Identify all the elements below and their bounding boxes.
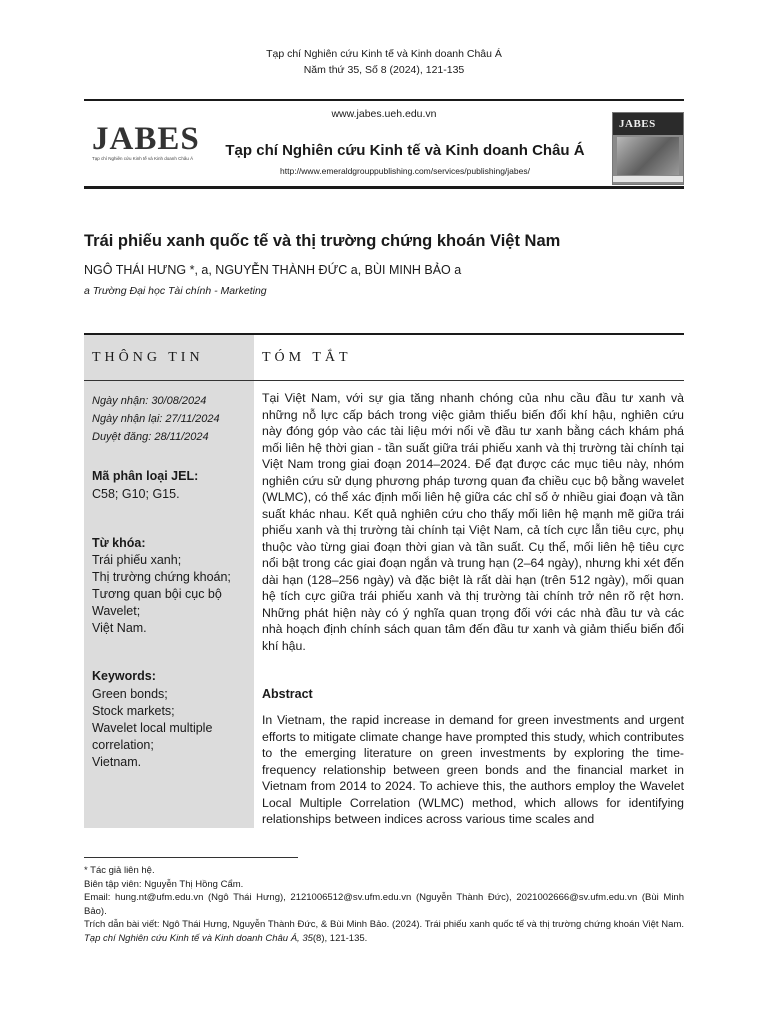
revised-date: Ngày nhận lại: 27/11/2024 bbox=[92, 413, 220, 425]
citation-journal: Tạp chí Nghiên cứu Kinh tế và Kinh doanh Châu Á, 35 bbox=[84, 932, 313, 944]
banner-journal-title: Tạp chí Nghiên cứu Kinh tế và Kinh doanh Châu Á bbox=[225, 142, 585, 159]
banner-top-rule bbox=[84, 99, 684, 101]
keyword-item: Tương quan bội cục bộ bbox=[92, 587, 222, 601]
footnotes bbox=[84, 864, 684, 945]
keyword-item: correlation; bbox=[92, 738, 154, 752]
journal-issue-line: Năm thứ 35, Số 8 (2024), 121-135 bbox=[303, 64, 465, 76]
banner-bottom-rule bbox=[84, 186, 684, 189]
keyword-item: Wavelet; bbox=[92, 604, 141, 618]
jabes-logo bbox=[92, 123, 200, 161]
received-date: Ngày nhận: 30/08/2024 bbox=[92, 395, 207, 407]
jel-label: Mã phân loại JEL: bbox=[92, 469, 199, 483]
panel-header-rule bbox=[84, 380, 684, 381]
keyword-item: Việt Nam. bbox=[92, 621, 147, 635]
summary-vietnamese: Tại Việt Nam, với sự gia tăng nhanh chóng của nhu cầu đầu tư xanh và những nỗ lực cấp bách trong việc giảm thiểu biến đổi khí hậu, nghiên cứu này đóng góp vào các tài liệu mới nổi về đầu tư xanh bằng cách khám phá mối liên hệ thời gian - tần suất giữa trái phiếu xanh và thị trường tài chính tại Việt Nam trong giai đoạn 2014–2024. Để đạt được các mục tiêu này, nhóm nghiên cứu sử dụng phương pháp tương quan đa chiều cục bộ bằng wavelet (WLMC), có thể xác định mối liên hệ giữa các chỉ số ở nhiều giai đoạn và tần suất khác nhau. Kết quả nghiên cứu cho thấy mối liên hệ mạnh mẽ giữa trái phiếu xanh và thị trường tài chính tại Việt Nam, cả tích cực lẫn tiêu cực, phụ thuộc vào từng giai đoạn thời gian và tần suất. Cụ thể, mối liên hệ tiêu cực nổi bật trong các giai đoạn ngắn và trung hạn (2–64 ngày), nhưng khi xét đến dài hạn (128–256 ngày) và đặc biệt là rất dài hạn (trên 512 ngày), mối quan hệ tích cực giữa trái phiếu xanh và thị trường tài chính trở nên rõ rệt hơn. Những phát hiện này có ý nghĩa quan trọng đối với các nhà đầu tư và các nhà hoạch định chính sách quan tâm đến đầu tư xanh và giảm thiểu biến đổi khí hậu. bbox=[262, 391, 684, 653]
accepted-date: Duyệt đăng: 28/11/2024 bbox=[92, 431, 209, 443]
keyword-item: Wavelet local multiple bbox=[92, 721, 213, 735]
summary-heading: TÓM TẮT bbox=[262, 350, 352, 365]
citation-note bbox=[84, 918, 684, 945]
publisher-url-link[interactable]: http://www.emeraldgrouppublishing.com/services/publishing/jabes/ bbox=[280, 166, 530, 176]
keywords-vi-label: Từ khóa: bbox=[92, 536, 146, 550]
cover-footer bbox=[613, 176, 683, 182]
footnote-rule bbox=[84, 857, 298, 858]
keyword-item: Vietnam. bbox=[92, 755, 142, 769]
editor-note: Biên tập viên: Nguyễn Thị Hồng Cẩm. bbox=[84, 878, 244, 890]
corresponding-author-note: * Tác giả liên hệ. bbox=[84, 865, 155, 876]
keyword-item: Stock markets; bbox=[92, 704, 175, 718]
citation-suffix: (8), 121-135. bbox=[312, 932, 368, 944]
keywords-vi-list bbox=[92, 552, 252, 637]
keywords-en-label: Keywords: bbox=[92, 669, 156, 683]
cover-image bbox=[617, 137, 679, 175]
logo-wordmark: JABES bbox=[92, 121, 200, 157]
email-note: Email: hung.nt@ufm.edu.vn (Ngô Thái Hưng), 2121006512@sv.ufm.edu.vn (Nguyễn Thành Đức), 2021002666@sv.ufm.edu.vn (Bùi Minh Bảo). bbox=[84, 892, 684, 917]
keywords-en-list bbox=[92, 686, 252, 771]
keyword-item: Trái phiếu xanh; bbox=[92, 553, 182, 567]
article-info-heading: THÔNG TIN bbox=[92, 350, 204, 365]
article-dates bbox=[92, 392, 220, 446]
journal-name-line: Tạp chí Nghiên cứu Kinh tế và Kinh doanh Châu Á bbox=[266, 48, 502, 60]
keyword-item: Green bonds; bbox=[92, 687, 168, 701]
abstract-heading: Abstract bbox=[262, 687, 313, 701]
citation-prefix: Trích dẫn bài viết: Ngô Thái Hưng, Nguyễn Thành Đức, & Bùi Minh Bảo. (2024). Trái phiếu xanh quốc tế và thị trường chứng khoán Việt Nam. bbox=[84, 919, 684, 930]
abstract-english: In Vietnam, the rapid increase in demand for green investments and urgent efforts to mitigate climate change have prompted this study, which contributes to the emerging literature on green investments by exploring the time-frequency relationship between green bonds and the financial market in Vietnam from 2014 to 2024. To achieve this, the authors employ the Wavelet Local Multiple Correlation (WLMC) method, which allows for identifying relationships between indices across various time scales and bbox=[262, 713, 684, 826]
keyword-item: Thị trường chứng khoán; bbox=[92, 570, 231, 584]
journal-cover-thumbnail bbox=[612, 112, 684, 185]
cover-label: JABES bbox=[619, 118, 656, 130]
paper-title: Trái phiếu xanh quốc tế và thị trường chứng khoán Việt Nam bbox=[84, 232, 561, 250]
author-affiliation: a Trường Đại học Tài chính - Marketing bbox=[84, 285, 267, 297]
journal-header bbox=[0, 46, 768, 78]
jel-codes: C58; G10; G15. bbox=[92, 487, 180, 501]
journal-website-link[interactable]: www.jabes.ueh.edu.vn bbox=[331, 108, 437, 120]
logo-tagline: Tạp chí Nghiên cứu Kinh tế và Kinh doanh Châu Á bbox=[92, 156, 194, 161]
author-list: NGÔ THÁI HƯNG *, a, NGUYỄN THÀNH ĐỨC a, BÙI MINH BẢO a bbox=[84, 263, 462, 277]
